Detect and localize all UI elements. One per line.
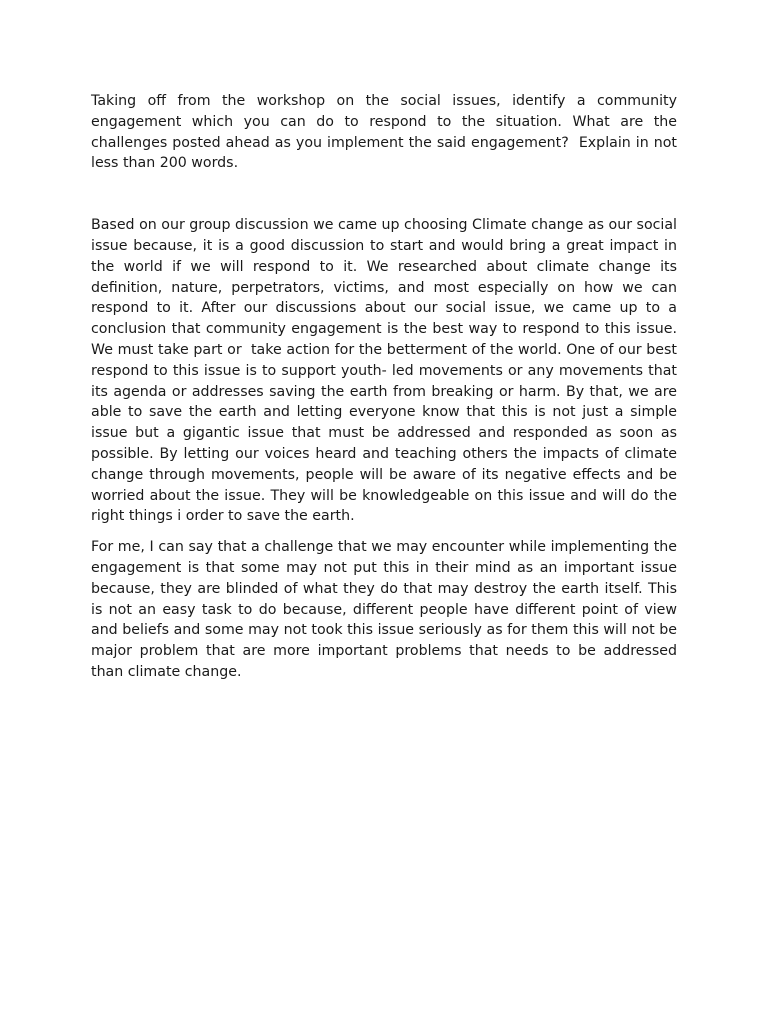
- document-body: [91, 91, 682, 683]
- answer-paragraph-1: Based on our group discussion we came up choosing Climate change as our social issue because, it is a good discussion to start and would bring a great impact in the world if we will respond to it. We researched about climate change its definition, nature, perpetrators, victims, and most especially on how we can respond to it. After our discussions about our social issue, we came up to a conclusion that community engagement is the best way to respond to this issue. We must take part or take action for the betterment of the world. One of our best respond to this issue is to support youth- led movements or any movements that its agenda or addresses saving the earth from breaking or harm. By that, we are able to save the earth and letting everyone know that this is not just a simple issue but a gigantic issue that must be addressed and responded as soon as possible. By letting our voices heard and teaching others the impacts of climate change through movements, people will be aware of its negative effects and be worried about the issue. They will be knowledgeable on this issue and will do the right things i order to save the earth.: [91, 217, 682, 525]
- answer-paragraph-2: For me, I can say that a challenge that we may encounter while implementing the engagement is that some may not put this in their mind as an important issue because, they are blinded of what they do that may destroy the earth itself. This is not an easy task to do because, different people have different point of view and beliefs and some may not took this issue seriously as for them this will not be major problem that are more important problems that needs to be addressed than climate change.: [91, 539, 682, 680]
- prompt-question: Taking off from the workshop on the social issues, identify a community engagement which you can do to respond to the situation. What are the challenges posted ahead as you implement the said engagement? Explain in not less than 200 words.: [91, 93, 682, 172]
